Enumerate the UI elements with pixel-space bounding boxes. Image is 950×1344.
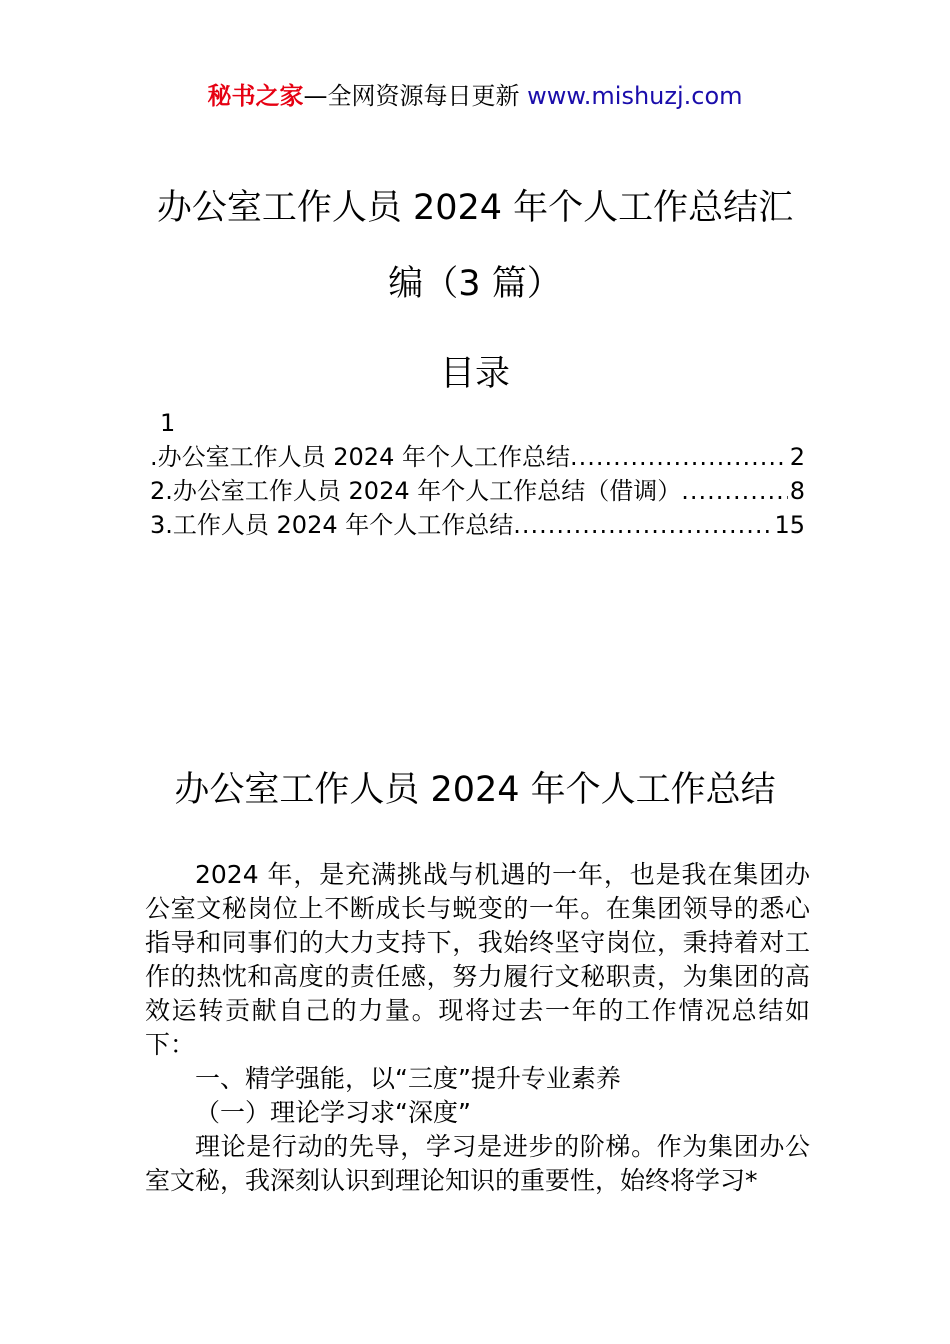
toc-entry-label: .办公室工作人员 2024 年个人工作总结 xyxy=(150,443,570,471)
toc-entry-label: 2.办公室工作人员 2024 年个人工作总结（借调） xyxy=(150,477,682,505)
toc-entry-page: 15 xyxy=(774,511,805,539)
toc-leader-dots xyxy=(570,440,788,474)
toc-heading: 目录 xyxy=(439,354,510,394)
section-body xyxy=(145,858,810,1198)
toc-entry-number: 1 xyxy=(160,409,176,437)
toc-leader-dots xyxy=(681,474,787,508)
toc-entry[interactable] xyxy=(150,474,805,508)
toc-entry-page: 2 xyxy=(789,443,805,471)
site-header xyxy=(0,80,950,112)
toc-leader-dots xyxy=(513,508,772,542)
toc-entry[interactable] xyxy=(150,440,805,474)
body-paragraph: 理论是行动的先导，学习是进步的阶梯。作为集团办公室文秘，我深刻认识到理论知识的重要性，始终将学习* xyxy=(145,1132,810,1195)
body-heading-level-2: （一）理论学习求“深度” xyxy=(195,1098,471,1127)
document-title xyxy=(140,170,810,322)
toc-entry-page: 8 xyxy=(789,477,805,505)
header-tagline: —全网资源每日更新 xyxy=(303,82,528,110)
brand-name: 秘书之家 xyxy=(207,82,304,110)
section-title: 办公室工作人员 2024 年个人工作总结 xyxy=(174,770,776,810)
body-paragraph: 2024 年，是充满挑战与机遇的一年，也是我在集团办公室文秘岗位上不断成长与蜕变的一年。在集团领导的悉心指导和同事们的大力支持下，我始终坚守岗位，秉持着对工作的热忱和高度的责任感，努力履行文秘职责，为集团的高效运转贡献自己的力量。现将过去一年的工作情况总结如下： xyxy=(145,860,810,1059)
table-of-contents xyxy=(150,406,805,542)
toc-entry[interactable] xyxy=(150,508,805,542)
document-title-line-2: 编（3 篇） xyxy=(388,264,562,304)
site-url[interactable]: www.mishuzj.com xyxy=(527,82,743,110)
document-title-line-1: 办公室工作人员 2024 年个人工作总结汇 xyxy=(156,188,794,228)
toc-entry-label: 3.工作人员 2024 年个人工作总结 xyxy=(150,511,514,539)
body-heading-level-1: 一、精学强能，以“三度”提升专业素养 xyxy=(195,1064,621,1093)
